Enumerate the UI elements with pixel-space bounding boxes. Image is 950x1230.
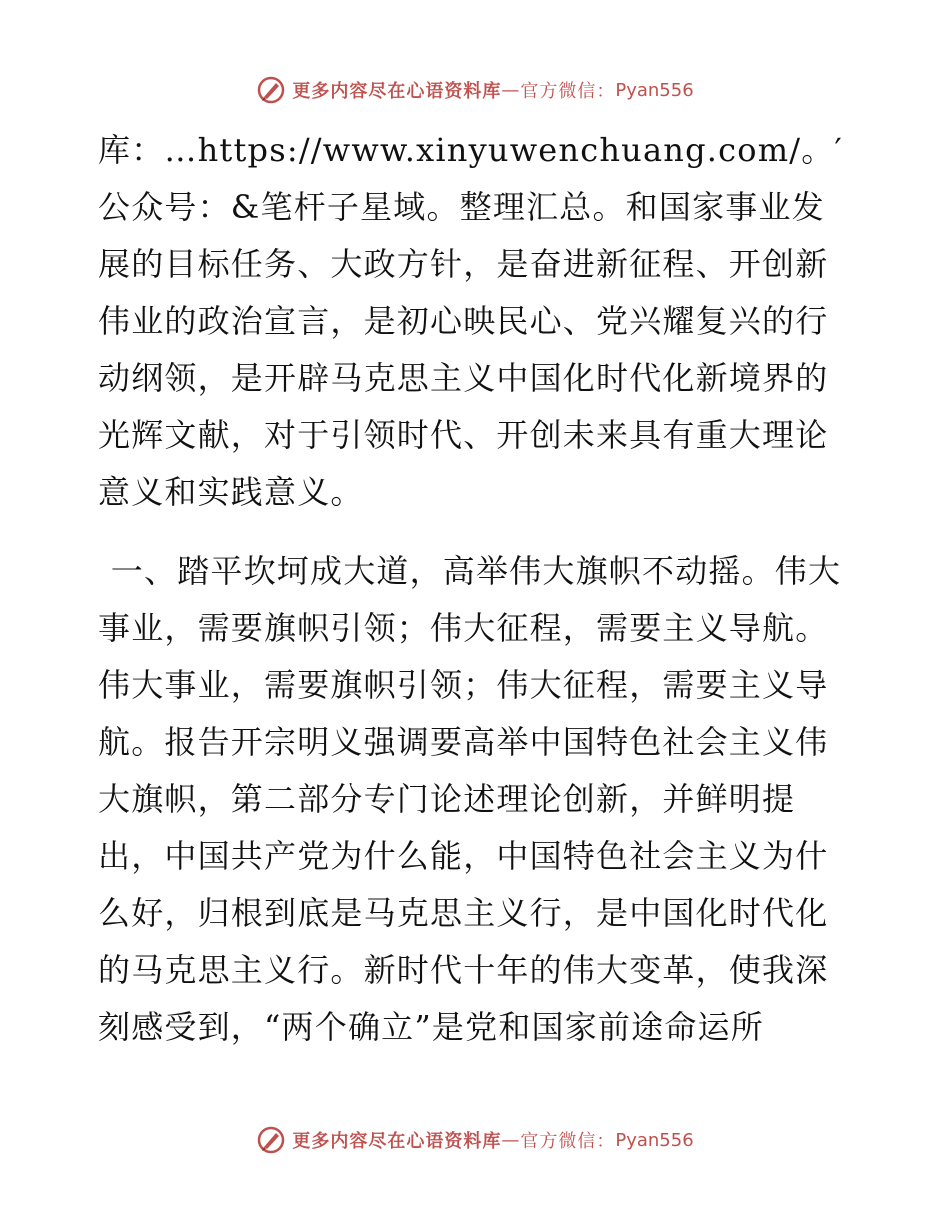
pen-circle-logo-icon [256,75,286,105]
banner-wechat-label: 官方微信： [520,81,616,102]
header-watermark-banner [0,70,950,110]
banner-dash: — [501,1129,521,1151]
banner-site-text: 更多内容尽在心语资料库 [292,1131,502,1152]
banner-site-text: 更多内容尽在心语资料库 [292,81,502,102]
paragraph-2: 一、踏平坎坷成大道，高举伟大旗帜不动摇。伟大事业，需要旗帜引领；伟大征程，需要主义导航。伟大事业，需要旗帜引领；伟大征程，需要主义导航。报告开宗明义强调要高举中国特色社会主义伟大旗帜，第二部分专门论述理论创新，并鲜明提出，中国共产党为什么能，中国特色社会主义为什么好，归根到底是马克思主义行，是中国化时代化的马克思主义行。新时代十年的伟大变革，使我深刻感受到，“两个确立”是党和国家前途命运所 [98,552,842,1046]
paragraph-1: 库：…https://www.xinyuwenchuang.com/。′公众号：&笔杆子星域。整理汇总。和国家事业发展的目标任务、大政方针，是奋进新征程、开创新伟业的政治宣言，是初心映民心、党兴耀复兴的行动纲领，是开辟马克思主义中国化时代化新境界的光辉文献，对于引领时代、开创未来具有重大理论意义和实践意义。 [98,131,843,511]
footer-watermark-banner [0,1120,950,1160]
banner-wechat-label: 官方微信： [520,1131,616,1152]
banner-dash: — [501,79,521,101]
pen-circle-logo-icon [256,1125,286,1155]
document-body [98,122,858,1056]
banner-wechat-id: Pyan556 [615,79,694,101]
banner-wechat-id: Pyan556 [615,1129,694,1151]
